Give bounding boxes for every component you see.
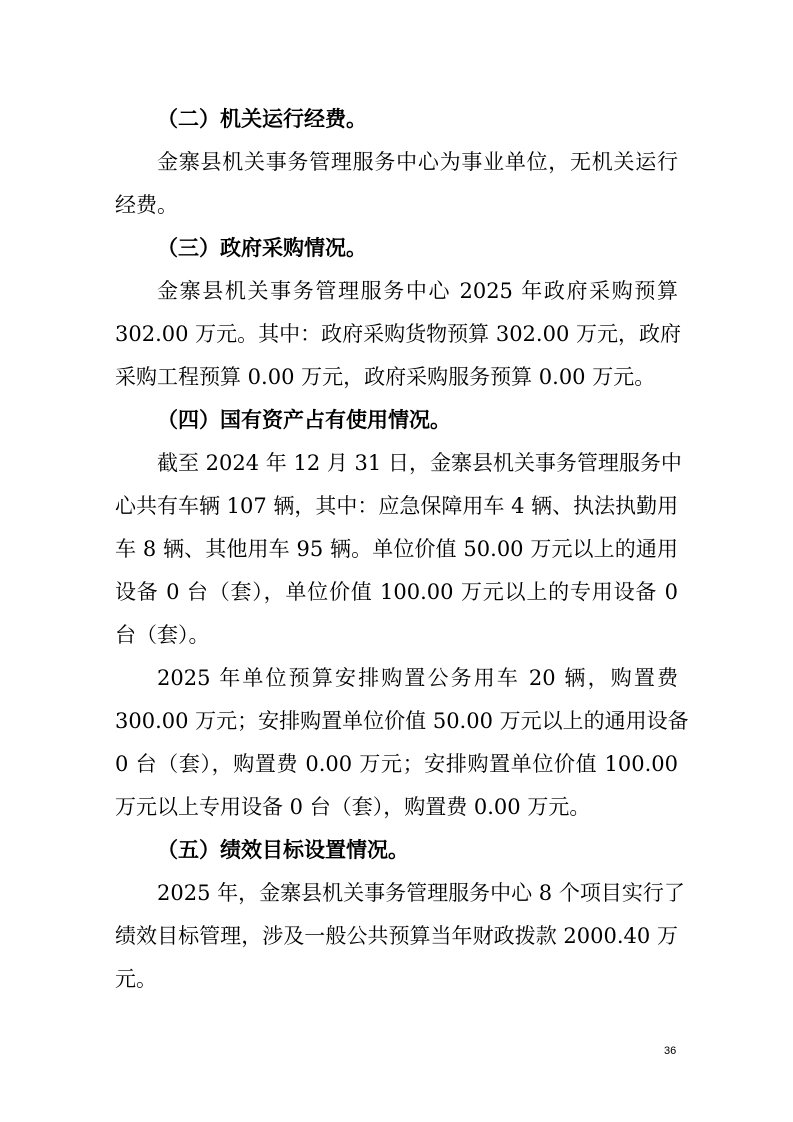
paragraph-line: 2025 年，金寨县机关事务管理服务中心 8 个项目实行了	[157, 881, 685, 905]
section-heading-operating-expenses: （二）机关运行经费。	[157, 107, 367, 131]
paragraph-line: 302.00 万元。其中：政府采购货物预算 302.00 万元，政府	[115, 322, 681, 346]
paragraph-line: 经费。	[115, 193, 178, 217]
page-number: 36	[664, 1045, 677, 1057]
paragraph-line: 元。	[115, 967, 157, 991]
paragraph-line: 0 台（套），购置费 0.00 万元；安排购置单位价值 100.00	[115, 752, 678, 776]
paragraph-line: 设备 0 台（套），单位价值 100.00 万元以上的专用设备 0	[115, 580, 678, 604]
paragraph-line: 万元以上专用设备 0 台（套），购置费 0.00 万元。	[115, 795, 591, 819]
paragraph-line: 2025 年单位预算安排购置公务用车 20 辆，购置费	[157, 666, 678, 690]
paragraph-line: 心共有车辆 107 辆，其中：应急保障用车 4 辆、执法执勤用	[115, 494, 679, 518]
section-heading-state-assets: （四）国有资产占有使用情况。	[157, 408, 451, 432]
paragraph-line: 台（套）。	[115, 623, 210, 647]
paragraph-line: 车 8 辆、其他用车 95 辆。单位价值 50.00 万元以上的通用	[115, 537, 678, 561]
paragraph-line: 金寨县机关事务管理服务中心 2025 年政府采购预算	[157, 279, 678, 303]
paragraph-line: 绩效目标管理，涉及一般公共预算当年财政拨款 2000.40 万	[115, 924, 678, 948]
paragraph-line: 截至 2024 年 12 月 31 日，金寨县机关事务管理服务中	[157, 451, 682, 475]
paragraph-line: 采购工程预算 0.00 万元，政府采购服务预算 0.00 万元。	[115, 365, 656, 389]
paragraph-line: 金寨县机关事务管理服务中心为事业单位，无机关运行	[157, 150, 678, 174]
paragraph-line: 300.00 万元；安排购置单位价值 50.00 万元以上的通用设备	[115, 709, 689, 733]
section-heading-performance-goals: （五）绩效目标设置情况。	[157, 838, 409, 862]
document-body	[115, 98, 689, 1001]
section-heading-procurement: （三）政府采购情况。	[157, 236, 367, 260]
